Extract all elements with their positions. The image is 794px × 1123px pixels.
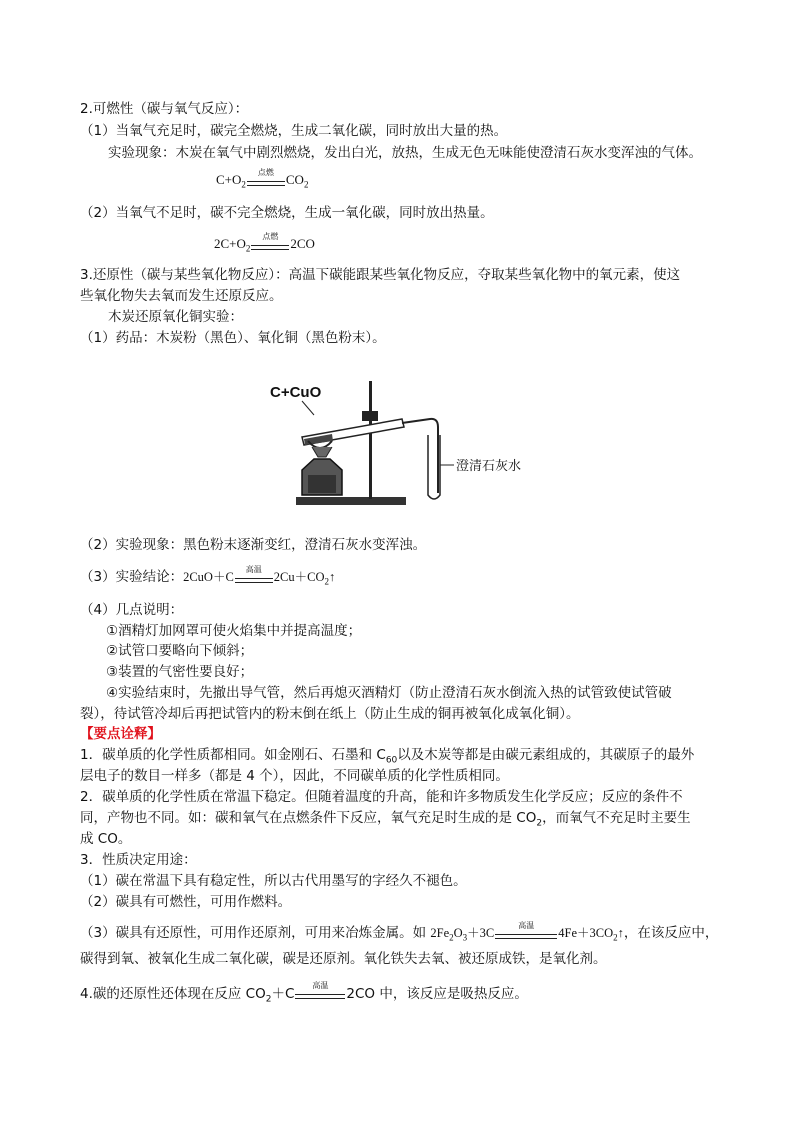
- stand-base: [296, 497, 406, 505]
- flame: [312, 447, 332, 457]
- equation-incomplete-combustion: $2C+O_2$ 点燃 2CO: [214, 232, 315, 254]
- note-1: ①酒精灯加网罩可使火焰集中并提高温度；: [106, 623, 362, 639]
- section-2-title: 2.可燃性（碳与氧气反应）：: [80, 101, 249, 117]
- keypoint-3-item-3: （3）碳具有还原性，可用作还原剂，可用来冶炼金属。如 $2Fe_2O_3+3C$ 高温 $4Fe+3CO_2↑$，在该反应中，: [80, 921, 719, 943]
- keypoint-3-title: 3．性质决定用途：: [80, 852, 197, 868]
- experiment-title: 木炭还原氧化铜实验：: [108, 309, 243, 325]
- keypoint-3-item-2: （2）碳具有可燃性，可用作燃料。: [80, 894, 292, 910]
- note-4-cont: 裂），待试管冷却后再把试管内的粉末倒在纸上（防止生成的铜再被氧化成氧化铜）。: [80, 706, 580, 722]
- keypoint-1-line1: 1．碳单质的化学性质都相同。如金刚石、石墨和 $C_{60}$以及木炭等都是由碳元素组成的，其碳原子的最外: [80, 747, 695, 766]
- keypoints-header: 【要点诠释】: [80, 726, 161, 742]
- note-2: ②试管口要略向下倾斜；: [106, 643, 254, 659]
- equation-complete-combustion: $C+O_2$ 点燃 $CO_2$: [216, 168, 309, 190]
- apparatus-figure: [262, 375, 522, 510]
- keypoint-3-item-3-line2: 碳得到氧、被氧化生成二氧化碳，碳是还原剂。氧化铁失去氧、被还原成铁，是氧化剂。: [80, 951, 607, 967]
- equation-iron-oxide-reduction: $2Fe_2O_3+3C$ 高温 $4Fe+3CO_2↑$: [430, 921, 624, 943]
- note-3: ③装置的气密性要良好；: [106, 664, 254, 680]
- keypoint-4: 4.碳的还原性还体现在反应 $CO_2+C$ 高温 2CO 中，该反应是吸热反应。: [80, 981, 528, 1005]
- reagents: （1）药品：木炭粉（黑色）、氧化铜（黑色粉末）。: [80, 330, 386, 346]
- clamp: [362, 411, 378, 421]
- keypoint-2-line1: 2．碳单质的化学性质在常温下稳定。但随着温度的升高，能和许多物质发生化学反应；反应的条件不: [80, 789, 683, 805]
- keypoint-2-line2: 同，产物也不同。如：碳和氧气在点燃条件下反应，氧气充足时生成的是 $CO_2$，而氧气不充足时主要生: [80, 810, 691, 829]
- note-4: ④实验结束时，先撤出导气管，然后再熄灭酒精灯（防止澄清石灰水倒流入热的试管致使试管破: [106, 685, 672, 701]
- section-3-title-line1: 3.还原性（碳与某些氧化物反应）：高温下碳能跟某些氧化物反应，夺取某些氧化物中的氧元素，使这: [80, 267, 681, 283]
- stand-rod: [369, 381, 372, 499]
- figure-label-limewater: 澄清石灰水: [456, 459, 522, 474]
- figure-label-reactants: C+CuO: [270, 384, 322, 401]
- delivery-tube: [402, 419, 438, 493]
- experiment-phenomenon: （2）实验现象：黑色粉末逐渐变红，澄清石灰水变浑浊。: [80, 537, 427, 553]
- keypoint-3-item-1: （1）碳在常温下具有稳定性，所以古代用墨写的字经久不褪色。: [80, 873, 467, 889]
- label-leader-line: [302, 401, 314, 415]
- lamp-body: [308, 475, 336, 493]
- combustion-point-2: （2）当氧气不足时，碳不完全燃烧，生成一氧化碳，同时放出热量。: [80, 205, 494, 221]
- keypoint-2-line3: 成 CO。: [80, 831, 132, 847]
- notes-title: （4）几点说明：: [80, 602, 184, 618]
- combustion-phenomenon: 实验现象：木炭在氧气中剧烈燃烧，发出白光，放热，生成无色无味能使澄清石灰水变浑浊的气体。: [108, 145, 702, 161]
- keypoint-1-line2: 层电子的数目一样多（都是 4 个），因此，不同碳单质的化学性质相同。: [80, 768, 509, 784]
- combustion-point-1: （1）当氧气充足时，碳完全燃烧，生成二氧化碳，同时放出大量的热。: [80, 123, 508, 139]
- section-3-title-line2: 些氧化物失去氧而发生还原反应。: [80, 288, 283, 304]
- experiment-conclusion: （3）实验结论：2CuO＋C 高温 $2Cu+CO_2↑$: [80, 565, 336, 587]
